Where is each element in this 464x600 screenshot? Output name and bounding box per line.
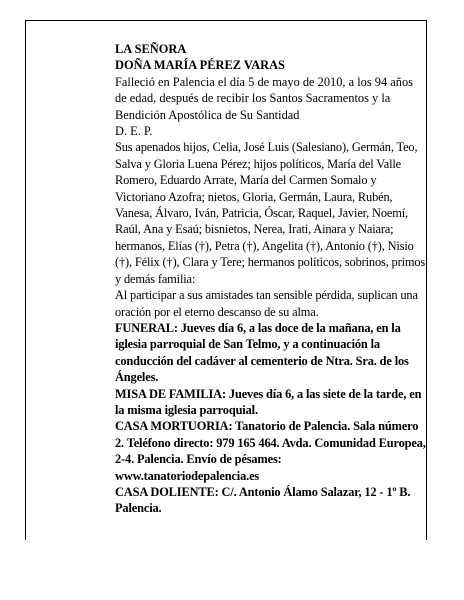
funeral-home-info: CASA MORTUORIA: Tanatorio de Palencia. Sala número 2. Teléfono directo: 979 165 464. Avda. Comunidad Europea, 2-4. Palencia. Envío de pésames: www.tanatoriodepalencia.es [115, 419, 426, 483]
deceased-name: DOÑA MARÍA PÉREZ VARAS [115, 58, 285, 73]
rest-in-peace: D. E. P. [115, 124, 153, 139]
funeral-info: FUNERAL: Jueves día 6, a las doce de la mañana, en la iglesia parroquial de San Telmo, y a continuación la conducción del cadáver al cementerio de Ntra. Sra. de los Ángeles. [115, 320, 409, 385]
mourning-house-info: CASA DOLIENTE: C/. Antonio Álamo Salazar, 12 - 1º B. Palencia. [115, 484, 411, 516]
obituary-notice [115, 41, 427, 517]
title-line: LA SEÑORA [115, 42, 187, 56]
family-list: Sus apenados hijos, Celia, José Luis (Salesiano), Germán, Teo, Salva y Gloria Luena Pérez; hijos políticos, María del Valle Romero, Eduardo Arrate, María del Carmen Somalo y Victoriano Azofra; nietos, Gloria, Germán, Laura, Rubén, Vanesa, Álvaro, Iván, Patricia, Óscar, Raquel, Javier, Noemí, Raúl, Ana y Esaú; bisnietos, Nerea, Irati, Ainara y Naiara; hermanos, Elías (†), Petra (†), Angelita (†), Antonio (†), Nisio (†), Félix (†), Clara y Tere; hermanos políticos, sobrinos, primos y demás familia: [115, 140, 426, 286]
death-announcement: Falleció en Palencia el día 5 de mayo de 2010, a los 94 años de edad, después de recibir los Santos Sacramentos y la Bendición Apostólica de Su Santidad [115, 74, 413, 122]
family-mass-info: MISA DE FAMILIA: Jueves día 6, a las siete de la tarde, en la misma iglesia parroquial. [115, 386, 422, 417]
prayer-request: Al participar a sus amistades tan sensible pérdida, suplican una oración por el eterno descanso de su alma. [115, 288, 418, 319]
